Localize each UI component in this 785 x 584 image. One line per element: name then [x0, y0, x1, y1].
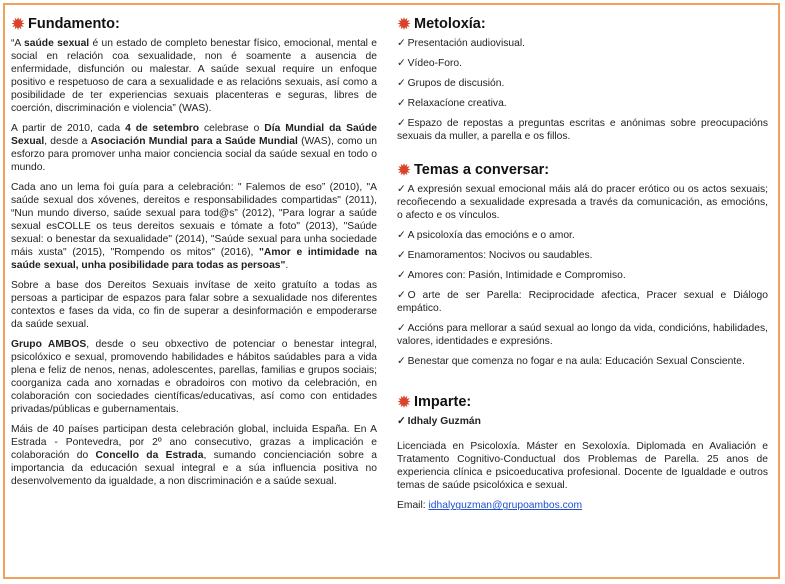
temas-title: Temas a conversar:: [414, 162, 550, 179]
temas-heading: [397, 162, 768, 179]
fundamento-paragraph-6: Máis de 40 países participan desta celebración global, incluida España. En A Estrada - Pontevedra, por 2º ano consecutivo, grazas a implicación e colaboración do Concello da Estrada, sumando concienciación sobre a importancia da educación sexual integral e a súa influencia positiva no desenvolvemento da igualdade, a non discriminación e a saúde sexual.: [11, 423, 377, 487]
list-item: ✓ A psicoloxía das emocións e o amor.: [397, 230, 575, 242]
temas-list: [397, 184, 768, 368]
checkmark-icon: ✓: [397, 117, 406, 129]
list-item: ✓ Benestar que comenza no fogar e na aula: Educación Sexual Consciente.: [397, 355, 745, 367]
starburst-icon: ✹: [397, 394, 411, 412]
speaker-name: ✓ Idhaly Guzmán: [397, 416, 481, 428]
checkmark-icon: ✓: [397, 269, 406, 281]
checkmark-icon: ✓: [397, 289, 406, 301]
starburst-icon: ✹: [11, 16, 25, 33]
list-item: ✓ Espazo de repostas a preguntas escritas e anónimas sobre preocupacións sexuais da muller, a parella e os fillos.: [397, 117, 768, 142]
list-item: ✓ Presentación audiovisual.: [397, 38, 525, 49]
list-item: ✓ Grupos de discusión.: [397, 77, 505, 89]
list-item: ✓ Enamoramentos: Nocivos ou saudables.: [397, 250, 593, 262]
speaker-bio: Licenciada en Psicoloxía. Máster en Sexoloxía. Diplomada en Avaliación e Tratamento Cognitivo-Conductual dos Problemas de Parella. 25 anos de experiencia clínica e psicoeducativa profesional. Docente de Igualdade e outros temas de saúde psicolóxica e sexual.: [397, 441, 768, 492]
checkmark-icon: ✓: [397, 184, 406, 196]
list-item: ✓ O arte de ser Parella: Reciprocidade afectica, Pracer sexual e Diálogo empático.: [397, 289, 768, 314]
list-item: ✓ Relaxacíone creativa.: [397, 97, 507, 109]
checkmark-icon: ✓: [397, 230, 406, 242]
list-item: ✓ A expresión sexual emocional máis alá do pracer erótico ou os actos sexuais; recoñecendo a sexualidade expresada a través da comunicación, as emocións, o afecto e os vínculos.: [397, 184, 768, 222]
checkmark-icon: ✓: [397, 250, 406, 262]
metoloxia-list: [397, 38, 768, 143]
left-column: [11, 16, 377, 496]
imparte-heading: [397, 394, 768, 411]
checkmark-icon: ✓: [397, 57, 406, 69]
checkmark-icon: ✓: [397, 322, 406, 334]
list-item: ✓ Accións para mellorar a saúd sexual ao longo da vida, condicións, habilidades, valores, identidades e expresións.: [397, 322, 768, 347]
imparte-title: Imparte:: [414, 394, 472, 411]
fundamento-paragraph-4: Sobre a base dos Dereitos Sexuais invítase de xeito gratuíto a todas as persoas a participar de espazos para falar sobre a sexualidade nos diferentes contextos e fases da vida, co fin de superar a desinformación e empoderarse da saúde sexual.: [11, 279, 377, 330]
fundamento-paragraph-2: A partir de 2010, cada 4 de setembro celebrase o Día Mundial da Saúde Sexual, desde a Asociación Mundial para a Saúde Mundial (WAS), como un esforzo para promover unha maior conciencia social da saúde sexual en todo o mundo.: [11, 122, 377, 173]
fundamento-paragraph-3: Cada ano un lema foi guía para a celebración: " Falemos de eso” (2010), "A saúde sexual dos xóvenes, dereitos e responsabilidades compartidas" (2011), “Nun mundo diverso, saúde sexual para tod@s” (2012), "Para lograr a saúde sexual esCOLLE os teus dereitos sexuais e tómate a foto" (2013), "Saúde sexual: o benestar da sexualidade" (2014), "Saúde sexual para unha sociedade máis xusta" (2015), "Rompendo os mitos" (2016), "Amor e intimidade na saúde sexual, unha posibilidade para todas as persoas".: [11, 182, 377, 271]
fundamento-paragraph-1: “A saúde sexual é un estado de completo benestar físico, emocional, mental e social en relación coa sexualidade, non é soamente a ausencia de enfermidade, disfunción ou malestar. A saúde sexual require un enfoque positivo e respetuoso de cara a sexualidade e as relacións sexuais, así como a posibilidade de ter experiencias sexuais placenteras e seguras, libres de coerción, discriminación e violencia” (WAS).: [11, 38, 377, 114]
list-item: ✓ Amores con: Pasión, Intimidade e Compromiso.: [397, 269, 626, 281]
list-item: ✓ Vídeo-Foro.: [397, 57, 463, 69]
checkmark-icon: ✓: [397, 38, 406, 49]
fundamento-paragraph-5: Grupo AMBOS, desde o seu obxectivo de potenciar o benestar integral, psicolóxico e sexual, promovendo habilidades e hábitos saúdables para a vida plena e feliz de nenos, nenas, adolescentes, parellas, familias e grupos sociais; coorganiza cada ano xornadas e obradoiros con motivo da celebración, en colaboración con sociedades científicas/educativas, así como con entidades privadas/públicas e gubernamentais.: [11, 339, 377, 415]
checkmark-icon: ✓: [397, 416, 406, 428]
speaker-email: [397, 500, 768, 513]
email-label: Email:: [397, 500, 429, 512]
fundamento-title: Fundamento:: [28, 16, 120, 33]
checkmark-icon: ✓: [397, 97, 406, 109]
starburst-icon: ✹: [397, 162, 411, 180]
metoloxia-heading: [397, 16, 768, 33]
metoloxia-title: Metoloxía:: [414, 16, 486, 33]
right-column: [397, 16, 768, 513]
starburst-icon: ✹: [397, 16, 411, 33]
checkmark-icon: ✓: [397, 77, 406, 89]
checkmark-icon: ✓: [397, 355, 406, 367]
email-link[interactable]: idhalyguzman@grupoambos.com: [428, 500, 583, 512]
fundamento-heading: [11, 16, 377, 33]
